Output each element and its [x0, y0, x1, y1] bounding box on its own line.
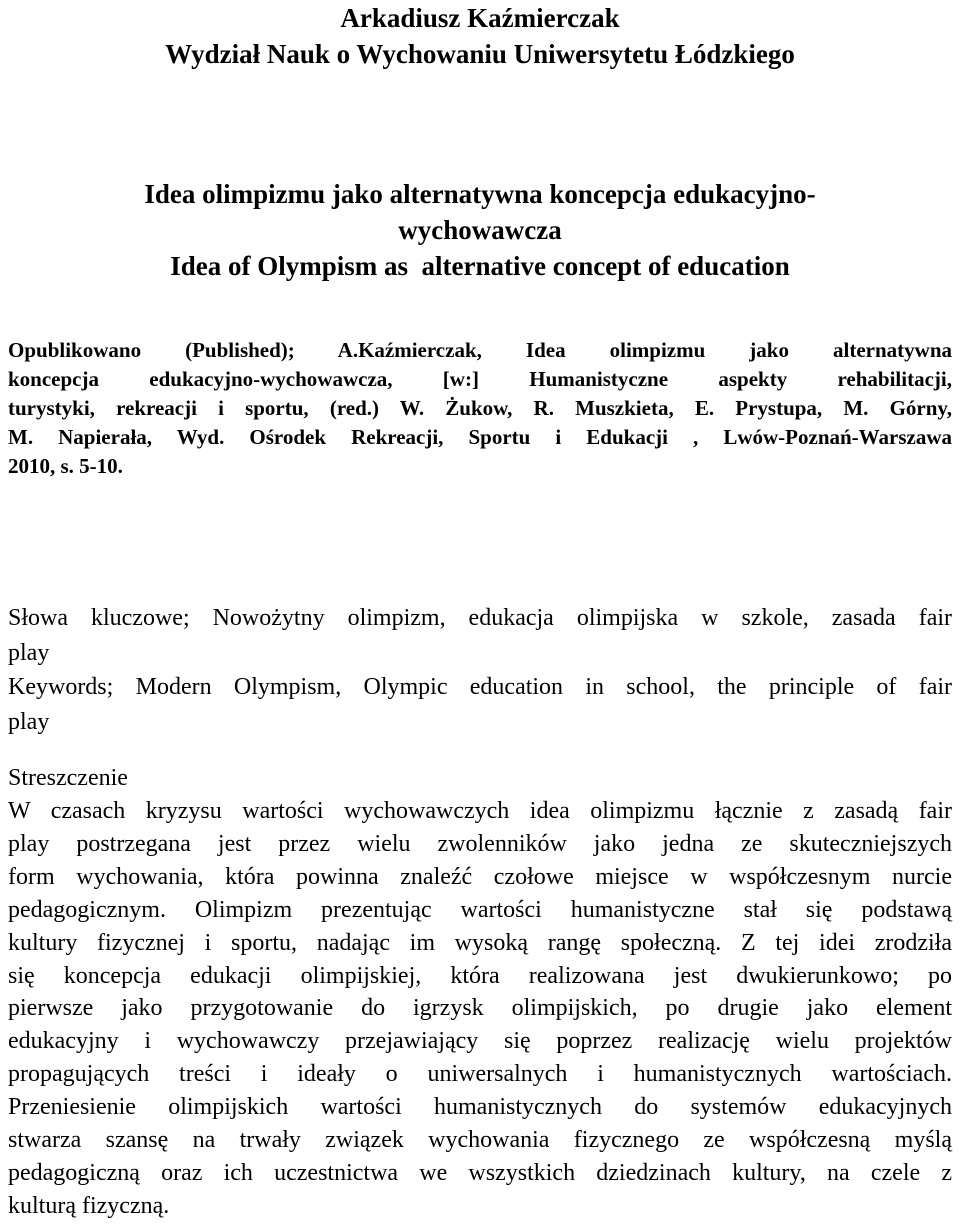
- keywords-polish: Słowa kluczowe; Nowożytny olimpizm, edukacja olimpijska w szkole, zasada fair: [8, 605, 952, 631]
- abstract-line: pierwsze jako przygotowanie do igrzysk olimpijskich, po drugie jako element: [8, 995, 952, 1022]
- publication-info: [8, 336, 952, 481]
- abstract-line: się koncepcja edukacji olimpijskiej, która realizowana jest dwukierunkowo; po: [8, 962, 952, 989]
- publication-line: M. Napierała, Wyd. Ośrodek Rekreacji, Sportu i Edukacji , Lwów-Poznań-Warszawa: [8, 425, 952, 449]
- article-title: [0, 176, 960, 284]
- publication-line: turystyki, rekreacji i sportu, (red.) W. Żukow, R. Muszkieta, E. Prystupa, M. Górny,: [8, 396, 952, 420]
- publication-line: 2010, s. 5-10.: [8, 454, 123, 478]
- author-block: [0, 0, 960, 72]
- abstract-line: kulturą fizyczną.: [8, 1192, 170, 1219]
- abstract-line: edukacyjny i wychowawczy przejawiający się poprzez realizację wielu projektów: [8, 1028, 952, 1055]
- abstract-line: form wychowania, która powinna znaleźć czołowe miejsce w współczesnym nurcie: [8, 863, 952, 890]
- abstract-line: propagujących treści i ideały o uniwersalnych i humanistycznych wartościach.: [8, 1061, 952, 1088]
- abstract-heading: Streszczenie: [8, 765, 128, 791]
- title-line-1: Idea olimpizmu jako alternatywna koncepcja edukacyjno-: [144, 179, 816, 209]
- abstract-line: kultury fizycznej i sportu, nadając im wysoką rangę społeczną. Z tej idei zrodziła: [8, 929, 952, 956]
- abstract-line: Przeniesienie olimpijskich wartości humanistycznych do systemów edukacyjnych: [8, 1094, 952, 1121]
- keywords-english-continued: play: [8, 708, 50, 735]
- abstract-line: pedagogiczną oraz ich uczestnictwa we wszystkich dziedzinach kultury, na czele z: [8, 1159, 952, 1186]
- abstract-line: W czasach kryzysu wartości wychowawczych idea olimpizmu łącznie z zasadą fair: [8, 798, 952, 824]
- abstract-line: play postrzegana jest przez wielu zwolenników jako jedna ze skuteczniejszych: [8, 830, 952, 857]
- abstract-line: pedagogicznym. Olimpizm prezentując wartości humanistyczne stał się podstawą: [8, 896, 952, 923]
- abstract-line: stwarza szansę na trwały związek wychowania fizycznego ze współczesną myślą: [8, 1127, 952, 1154]
- publication-line: koncepcja edukacyjno-wychowawcza, [w:] Humanistyczne aspekty rehabilitacji,: [8, 367, 952, 391]
- title-english: Idea of Olympism as alternative concept of education: [170, 251, 790, 281]
- keywords-polish-continued: play: [8, 639, 50, 666]
- title-line-2: wychowawcza: [398, 215, 562, 245]
- author-name: Arkadiusz Kaźmierczak: [340, 3, 620, 33]
- publication-line: Opublikowano (Published); A.Kaźmierczak, Idea olimpizmu jako alternatywna: [8, 338, 952, 362]
- author-affiliation: Wydział Nauk o Wychowaniu Uniwersytetu Łódzkiego: [165, 39, 795, 69]
- keywords-section: [8, 601, 952, 739]
- keywords-english: Keywords; Modern Olympism, Olympic education in school, the principle of fair: [8, 674, 952, 700]
- abstract-body: [8, 795, 952, 1223]
